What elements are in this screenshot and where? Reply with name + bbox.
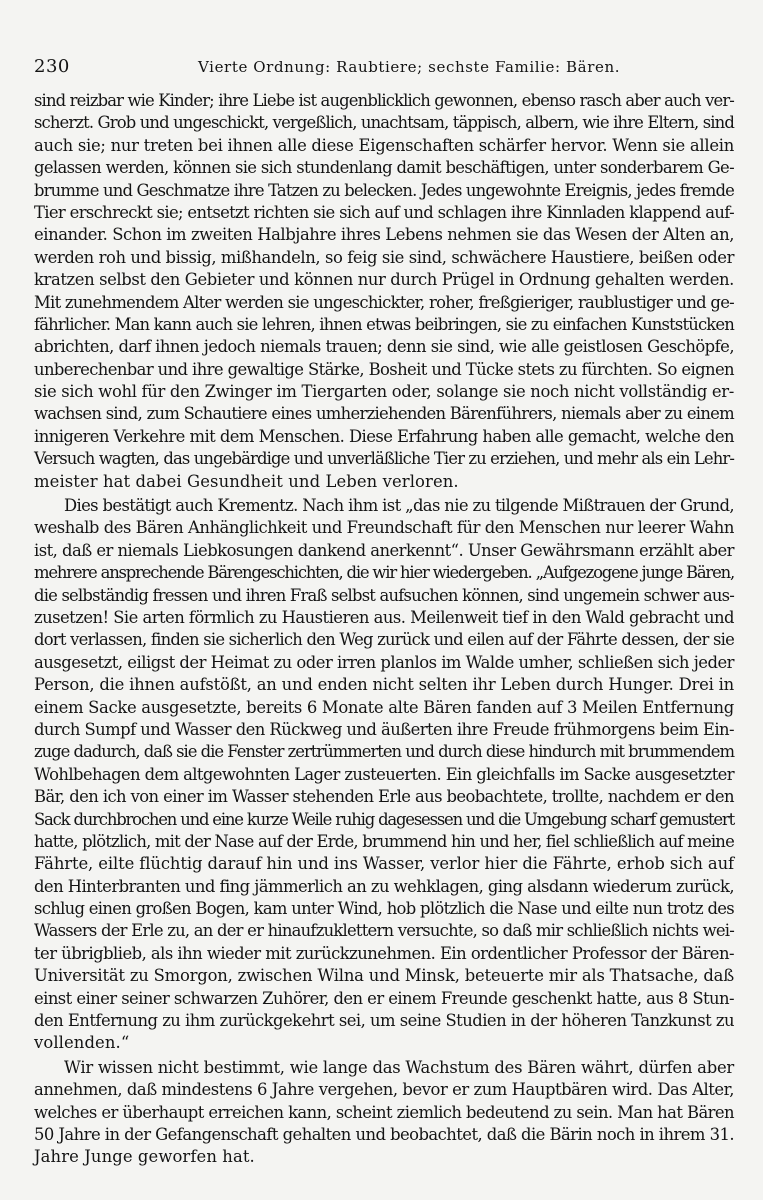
text-line: sie sich wohl für den Zwinger im Tiergarten oder, solange sie noch nicht vollständig er- (34, 382, 734, 402)
text-line: brumme und Geschmatze ihre Tatzen zu belecken. Jedes ungewohnte Ereignis, jedes fremde (34, 180, 735, 200)
text-line: Jahre Junge geworfen hat. (34, 1147, 255, 1167)
text-line: Wassers der Erle zu, an der er hinaufzuklettern versuchte, so daß mir schließlich nichts wei- (34, 921, 734, 941)
text-line: ter übrigblieb, als ihn wieder mit zurückzunehmen. Ein ordentlicher Professor der Bären- (34, 943, 734, 963)
text-line: Versuch wagten, das ungebärdige und unverläßliche Tier zu erziehen, und mehr als ein Lehr- (34, 449, 734, 469)
text-line: kratzen selbst den Gebieter und können nur durch Prügel in Ordnung gehalten werden. (34, 270, 735, 290)
text-line: fährlicher. Man kann auch sie lehren, ihnen etwas beibringen, sie zu einfachen Kunststücken (34, 314, 734, 334)
text-line: einander. Schon im zweiten Halbjahre ihres Lebens nehmen sie das Wesen der Alten an, (34, 225, 734, 245)
body-text (34, 90, 734, 1169)
text-line: Wohlbehagen dem altgewohnten Lager zusteuerten. Ein gleichfalls im Sacke ausgesetzter (34, 764, 734, 784)
text-line: die selbständig fressen und ihren Fraß selbst aufsuchen können, sind ungemein schwer aus- (34, 585, 734, 605)
text-line: Dies bestätigt auch Krementz. Nach ihm ist „das nie zu tilgende Mißtrauen der Grund, (64, 496, 734, 516)
text-line: wachsen sind, zum Schautiere eines umherziehenden Bärenführers, niemals aber zu einem (34, 404, 734, 424)
paragraph-2 (34, 495, 734, 1055)
text-line: den Entfernung zu ihm zurückgekehrt sei, um seine Studien in der höheren Tanzkunst zu (34, 1011, 735, 1031)
text-line: Tier erschreckt sie; entsetzt richten sie sich auf und schlagen ihre Kinnladen klappend auf- (34, 202, 734, 222)
text-line: Mit zunehmendem Alter werden sie ungeschickter, roher, freßgieriger, raublustiger und ge- (34, 292, 734, 312)
text-line: meister hat dabei Gesundheit und Leben verloren. (34, 471, 459, 491)
text-line: dort verlassen, finden sie sicherlich den Weg zurück und eilen auf der Fährte dessen, der sie (34, 630, 734, 650)
text-line: ist, daß er niemals Liebkosungen dankend anerkennt“. Unser Gewährsmann erzählt aber (34, 540, 734, 560)
text-line: Person, die ihnen aufstößt, an und enden nicht selten ihr Leben durch Hunger. Drei in (34, 675, 734, 695)
paragraph-3 (34, 1057, 734, 1169)
text-line: einem Sacke ausgesetzte, bereits 6 Monate alte Bären fanden auf 3 Meilen Entfernung (34, 697, 734, 717)
text-line: zuge dadurch, daß sie die Fenster zertrümmerten und durch diese hindurch mit brummendem (34, 742, 734, 762)
text-line: welches er überhaupt erreichen kann, scheint ziemlich bedeutend zu sein. Man hat Bären (34, 1102, 734, 1122)
text-line: Bär, den ich von einer im Wasser stehenden Erle aus beobachtete, trollte, nachdem er den (34, 787, 734, 807)
text-line: scherzt. Grob und ungeschickt, vergeßlich, unachtsam, täppisch, albern, wie ihre Eltern, sind (34, 113, 734, 133)
text-line: durch Sumpf und Wasser den Rückweg und äußerten ihre Freude frühmorgens beim Ein- (34, 719, 734, 739)
text-line: den Hinterbranten und fing jämmerlich an zu wehklagen, ging alsdann wiederum zurück, (34, 876, 734, 896)
text-line: Sack durchbrochen und eine kurze Weile ruhig dagesessen und die Umgebung scharf gemustert (34, 809, 734, 829)
text-line: unberechenbar und ihre gewaltige Stärke, Bosheit und Tücke stets zu fürchten. So eignen (34, 359, 734, 379)
text-line: zusetzen! Sie arten förmlich zu Haustieren aus. Meilenweit tief in den Wald gebracht und (34, 607, 734, 627)
text-line: schlug einen großen Bogen, kam unter Wind, hob plötzlich die Nase und eilte nun trotz des (34, 899, 734, 919)
text-line: hatte, plötzlich, mit der Nase auf der Erde, brummend hin und her, fiel schließlich auf meine (34, 831, 734, 851)
text-line: ausgesetzt, eiligst der Heimat zu oder irren planlos im Walde umher, schließen sich jeder (34, 652, 735, 672)
text-line: sind reizbar wie Kinder; ihre Liebe ist augenblicklich gewonnen, ebenso rasch aber auch ver- (34, 91, 734, 110)
page-number: 230 (34, 56, 70, 77)
running-head: Vierte Ordnung: Raubtiere; sechste Familie: Bären. (198, 58, 621, 76)
text-line: abrichten, darf ihnen jedoch niemals trauen; denn sie sind, wie alle geistlosen Geschöpfe, (34, 337, 734, 357)
text-line: innigeren Verkehre mit dem Menschen. Diese Erfahrung haben alle gemacht, welche den (34, 426, 734, 446)
text-line: einst einer seiner schwarzen Zuhörer, den er einem Freunde geschenkt hatte, aus 8 Stun- (34, 988, 734, 1008)
text-line: Wir wissen nicht bestimmt, wie lange das Wachstum des Bären währt, dürfen aber (64, 1057, 734, 1077)
text-line: gelassen werden, können sie sich stundenlang damit beschäftigen, unter sonderbarem Ge- (34, 158, 734, 178)
text-line: Universität zu Smorgon, zwischen Wilna und Minsk, beteuerte mir als Thatsache, daß (34, 966, 734, 986)
text-line: weshalb des Bären Anhänglichkeit und Freundschaft für den Menschen nur leerer Wahn (34, 518, 734, 538)
page-header (34, 56, 729, 82)
text-line: vollenden.“ (34, 1033, 130, 1053)
text-line: annehmen, daß mindestens 6 Jahre vergehen, bevor er zum Hauptbären wird. Das Alter, (34, 1080, 734, 1100)
text-line: mehrere ansprechende Bärengeschichten, die wir hier wiedergeben. „Aufgezogene junge Bären, (34, 563, 734, 583)
paragraph-1 (34, 90, 734, 493)
text-line: Fährte, eilte flüchtig darauf hin und ins Wasser, verlor hier die Fährte, erhob sich auf (34, 854, 734, 874)
text-line: auch sie; nur treten bei ihnen alle diese Eigenschaften schärfer hervor. Wenn sie allein (34, 135, 734, 155)
text-line: 50 Jahre in der Gefangenschaft gehalten und beobachtet, daß die Bärin noch in ihrem 31. (34, 1124, 734, 1144)
text-line: werden roh und bissig, mißhandeln, so feig sie sind, schwächere Haustiere, beißen oder (34, 247, 734, 267)
